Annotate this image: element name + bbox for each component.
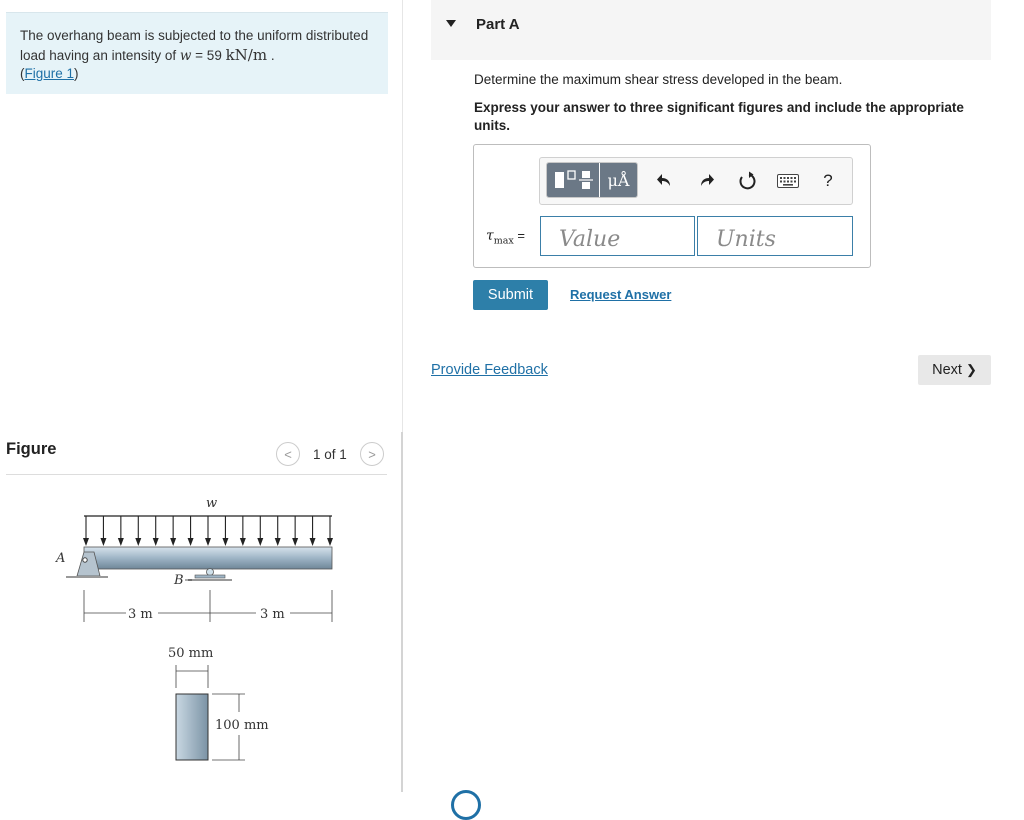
- height-label: 100 mm: [215, 718, 269, 733]
- templates-button[interactable]: [547, 163, 599, 197]
- span1-label: 3 m: [128, 607, 153, 622]
- width-label: 50 mm: [168, 646, 214, 661]
- provide-feedback-link[interactable]: Provide Feedback: [431, 362, 548, 378]
- load-arrow-head: [222, 538, 228, 546]
- beam-figure: [40, 490, 360, 770]
- undo-icon: [656, 172, 674, 190]
- previous-figure-button[interactable]: [276, 442, 300, 466]
- load-arrow-head: [327, 538, 333, 546]
- chevron-right-icon: >: [368, 446, 376, 462]
- cross-section: [176, 694, 208, 760]
- figure-title: Figure: [6, 440, 57, 458]
- load-arrow-head: [275, 538, 281, 546]
- next-label: Next: [932, 362, 962, 378]
- load-arrow-head: [118, 538, 124, 546]
- label-a: A: [56, 551, 66, 566]
- help-button[interactable]: [815, 168, 841, 194]
- roller-b: [207, 569, 214, 576]
- load-variable: w: [179, 47, 192, 64]
- span2-label: 3 m: [260, 607, 285, 622]
- help-icon: ?: [823, 171, 833, 190]
- beam: [84, 547, 332, 569]
- paren: (: [20, 66, 25, 81]
- load-arrow-head: [153, 538, 159, 546]
- problem-statement-panel: [6, 12, 388, 94]
- pearson-logo-icon: [451, 790, 481, 820]
- submit-button[interactable]: Submit: [473, 280, 548, 310]
- question-text: Determine the maximum shear stress developed in the beam.: [474, 72, 843, 87]
- undo-button[interactable]: [652, 168, 678, 194]
- request-answer-link[interactable]: Request Answer: [570, 287, 672, 302]
- reset-button[interactable]: [734, 168, 760, 194]
- keyboard-icon: [777, 174, 799, 188]
- chevron-right-icon: ❯: [965, 362, 977, 377]
- problem-text-end: .: [267, 47, 275, 63]
- column-divider: [402, 0, 403, 432]
- part-title: Part A: [476, 16, 520, 33]
- load-arrow-head: [170, 538, 176, 546]
- load-arrow-head: [135, 538, 141, 546]
- load-arrow-head: [100, 538, 106, 546]
- label-b: B: [174, 573, 184, 588]
- load-arrow-head: [292, 538, 298, 546]
- instruction-text: Express your answer to three significant figures and include the appropriate units.: [474, 100, 964, 133]
- equals-sign: =: [517, 228, 525, 243]
- next-figure-button[interactable]: [360, 442, 384, 466]
- redo-button[interactable]: [693, 168, 719, 194]
- support-b: [195, 575, 225, 578]
- units-icon: μÅ: [607, 170, 630, 190]
- pin-a: [83, 558, 87, 562]
- keyboard-button[interactable]: [775, 168, 801, 194]
- tau-subscript: max: [493, 235, 514, 247]
- answer-label: [486, 228, 525, 247]
- load-unit: kN/m: [225, 45, 268, 64]
- collapse-caret-icon[interactable]: [446, 20, 456, 27]
- tau-symbol: τ: [486, 228, 494, 244]
- value-input[interactable]: [540, 216, 695, 256]
- load-arrow-head: [205, 538, 211, 546]
- reset-icon: [737, 171, 757, 191]
- load-label: w: [206, 496, 218, 511]
- redo-icon: [697, 172, 715, 190]
- units-button[interactable]: [600, 163, 637, 197]
- next-button[interactable]: [918, 355, 991, 385]
- load-arrow-head: [257, 538, 263, 546]
- load-arrow-head: [240, 538, 246, 546]
- figure-separator: [6, 474, 387, 475]
- load-arrows: [83, 516, 333, 546]
- load-arrow-head: [310, 538, 316, 546]
- load-arrow-head: [83, 538, 89, 546]
- templates-icon: [547, 163, 599, 197]
- figure-counter: 1 of 1: [313, 447, 347, 462]
- column-divider: [401, 432, 403, 792]
- paren: ): [74, 66, 79, 81]
- problem-text: The overhang beam is subjected to the uniform distributed load having an intensity of: [20, 28, 369, 63]
- figure-link[interactable]: Figure 1: [24, 66, 75, 81]
- units-input[interactable]: [697, 216, 853, 256]
- chevron-left-icon: <: [284, 446, 292, 462]
- problem-statement: [20, 27, 380, 84]
- load-arrow-head: [188, 538, 194, 546]
- load-value: = 59: [191, 47, 226, 63]
